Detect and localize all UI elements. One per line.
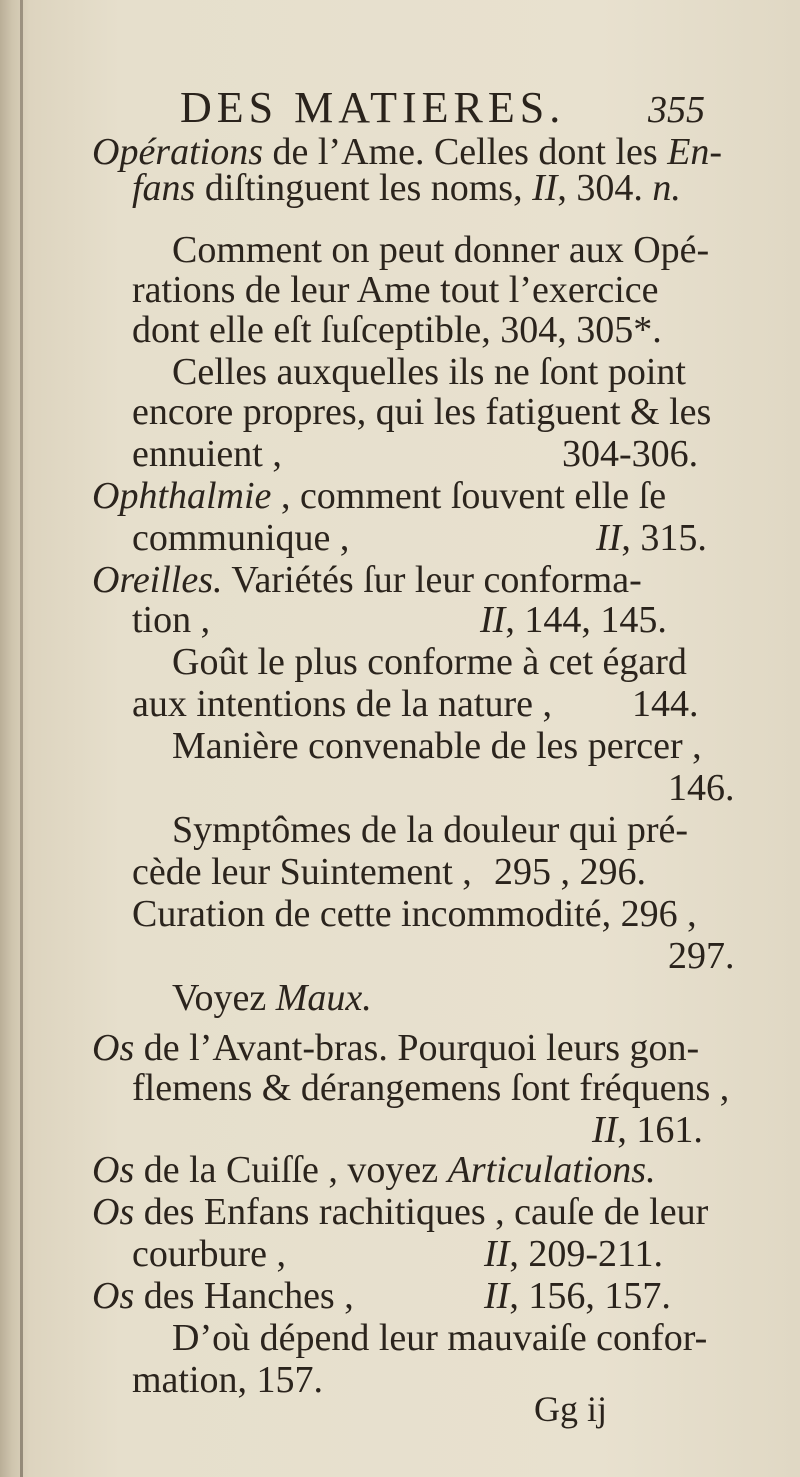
text-line: [92, 1274, 354, 1318]
line-text: Goût le plus conforme à cet égard: [172, 641, 687, 683]
page-ref: 146.: [668, 767, 735, 809]
page-ref: 295 , 296.: [494, 851, 646, 893]
entry-headword: Ophthalmie: [92, 475, 272, 517]
line-text: D’où dépend leur mauvaiſe confor-: [172, 1317, 708, 1359]
cross-reference: Articulations.: [447, 1149, 656, 1191]
entry-headword: Oreilles.: [92, 559, 223, 601]
text-line: [132, 268, 659, 312]
running-head: DES MATIERES.: [180, 83, 566, 132]
line-text: Curation de cette incommodité, 296 ,: [132, 893, 697, 935]
text-line: [132, 390, 711, 434]
volume-number: II: [592, 1109, 618, 1151]
line-text: Variétés ſur leur conforma-: [222, 559, 642, 601]
line-text: rations de leur Ame tout l’exercice: [132, 269, 659, 311]
line-text: dont elle eſt ſuſceptible, 304, 305*.: [132, 309, 662, 351]
volume-number: II: [532, 167, 558, 209]
page-numbers: , 161.: [617, 1109, 703, 1151]
volume-number: II: [484, 1233, 510, 1275]
text-line: [132, 682, 552, 726]
line-text: des Enfans rachitiques , cauſe de leur: [134, 1191, 709, 1233]
page-number: 355: [648, 89, 705, 131]
line-text: Celles auxquelles ils ne ſont point: [172, 351, 686, 393]
text-line: [172, 808, 688, 852]
page-ref: , 304.: [557, 167, 653, 209]
line-text: de l’Ame. Celles dont les: [263, 131, 668, 173]
note-mark: n.: [652, 167, 681, 209]
line-text: Comment on peut donner aux Opé-: [172, 229, 710, 271]
line-text: ennuient ,: [132, 433, 282, 475]
page-ref: 304-306.: [562, 433, 699, 475]
text-line: [132, 1232, 286, 1276]
text-line: [172, 228, 709, 272]
text-line: [132, 1358, 323, 1402]
line-text: de la Cuiſſe , voyez: [134, 1149, 448, 1191]
line-text: aux intentions de la nature ,: [132, 683, 552, 725]
page-numbers: , 209-211.: [509, 1233, 664, 1275]
text-line: [92, 1190, 708, 1234]
entry-headword: Os: [92, 1191, 135, 1233]
volume-number: II: [484, 1275, 510, 1317]
entry-headword: Os: [92, 1275, 135, 1317]
line-text: tion ,: [132, 599, 211, 641]
line-text: courbure ,: [132, 1233, 287, 1275]
volume-number: II: [596, 517, 622, 559]
text-line: [132, 598, 210, 642]
entry-headword: Os: [92, 1027, 135, 1069]
page-numbers: , 315.: [621, 517, 707, 559]
page-ref: [592, 1108, 703, 1152]
cross-reference: Maux.: [275, 977, 372, 1019]
entry-headword: Opérations: [92, 131, 263, 173]
text-line: [172, 640, 687, 684]
line-text: des Hanches ,: [134, 1275, 354, 1317]
text-line: [172, 1316, 707, 1360]
volume-number: II: [480, 599, 506, 641]
italic-term: En-: [667, 131, 723, 173]
page-ref: 144.: [632, 683, 699, 725]
page-ref: 297.: [668, 935, 735, 977]
line-text: Manière convenable de les percer ,: [172, 725, 702, 767]
line-text: mation, 157.: [132, 1359, 324, 1401]
text-line: [132, 166, 681, 210]
text-line: [92, 1148, 656, 1192]
line-text: , comment ſouvent elle ſe: [271, 475, 667, 517]
text-line: [132, 892, 697, 936]
text-line: [172, 724, 702, 768]
line-text: communique ,: [132, 517, 350, 559]
text-line: [132, 308, 662, 352]
text-line: [132, 850, 472, 894]
line-text: cède leur Suintement ,: [132, 851, 472, 893]
page-ref: [596, 516, 707, 560]
signature-mark: Gg ij: [534, 1389, 608, 1429]
page-numbers: , 156, 157.: [509, 1275, 671, 1317]
binding-gutter: [20, 0, 23, 1477]
italic-term: fans: [132, 167, 196, 209]
line-text: Voyez: [172, 977, 276, 1019]
text-line: [132, 1066, 729, 1110]
text-line: [132, 516, 349, 560]
line-text: encore propres, qui les fatiguent & les: [132, 391, 712, 433]
entry-headword: Os: [92, 1149, 135, 1191]
page-numbers: , 144, 145.: [505, 599, 667, 641]
text-line: [132, 432, 282, 476]
text-line: [92, 1026, 699, 1070]
text-line: [172, 350, 686, 394]
page-ref: [484, 1274, 671, 1318]
line-text: Symptômes de la douleur qui pré-: [172, 809, 689, 851]
line-text: de l’Avant-bras. Pourquoi leurs gon-: [134, 1027, 700, 1069]
line-text: flemens & dérangemens ſont fréquens ,: [132, 1067, 730, 1109]
page-ref: [480, 598, 667, 642]
text-line: [92, 558, 642, 602]
text-line: [172, 976, 372, 1020]
line-text: diſtinguent les noms,: [195, 167, 533, 209]
text-line: [92, 474, 666, 518]
page-ref: [484, 1232, 663, 1276]
